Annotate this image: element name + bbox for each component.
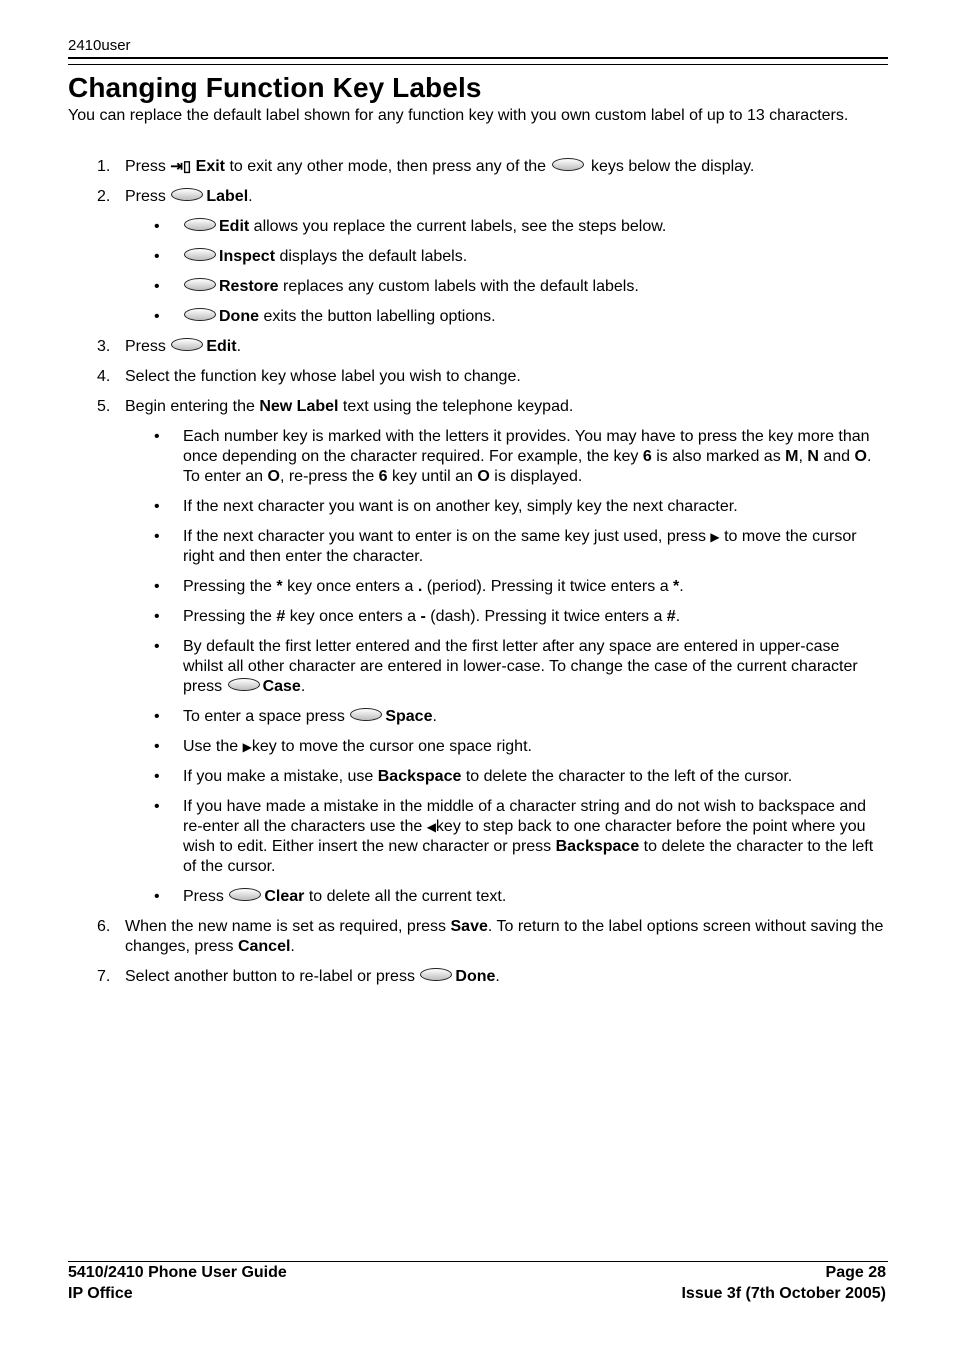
bullet-item: • Pressing the * key once enters a . (period). Pressing it twice enters a *. [154,578,684,595]
bullet-icon: • [154,428,160,445]
bullet-icon: • [154,608,160,625]
step-number: 1. [97,158,111,175]
right-arrow-key-icon: ▶ [242,740,252,754]
bullet-item: • If you have made a mistake in the middle of a character string and do not wish to backspace and re-enter all the characters use the ◀key to step back to one character before the point where you wish to edit. Either insert the new character or press Backspace to delete the character to the left of the cursor. [154,798,874,875]
bullet-item: • Inspect displays the default labels. [154,248,468,265]
bullet-item: • If you make a mistake, use Backspace to delete the character to the left of the cursor. [154,768,793,785]
bullet-icon: • [154,578,160,595]
bullet-icon: • [154,248,160,265]
bullet-item: • Press Clear to delete all the current text. [154,888,507,905]
instruction-list [68,157,888,997]
header-rule [68,57,888,59]
display-softkey-icon [184,308,216,321]
bullet-item: • If the next character you want to enter is on the same key just used, press ▶ to move the cursor right and then enter the character. [154,528,857,565]
display-softkey-icon [184,248,216,261]
page-title: Changing Function Key Labels [68,72,482,103]
step-number: 6. [97,918,111,935]
right-arrow-key-icon: ▶ [710,530,720,544]
bullet-item: • Done exits the button labelling options. [154,308,496,325]
display-softkey-icon [171,188,203,201]
step-number: 2. [97,188,111,205]
step-1: 1. Press ⇥▯ Exit to exit any other mode, then press any of the keys below the display. [97,158,755,175]
step-number: 5. [97,398,111,415]
bullet-icon: • [154,308,160,325]
display-softkey-icon [171,338,203,351]
bullet-icon: • [154,798,160,815]
bullet-icon: • [154,768,160,785]
bullet-icon: • [154,218,160,235]
bullet-icon: • [154,498,160,515]
exit-key-icon: ⇥▯ [170,158,192,175]
bullet-item: • If the next character you want is on another key, simply key the next character. [154,498,738,515]
footer-guide-title: 5410/2410 Phone User Guide [68,1264,287,1281]
step-2: 2. Press Label. [97,188,253,205]
bullet-item: • Use the ▶key to move the cursor one space right. [154,738,532,755]
bullet-icon: • [154,738,160,755]
display-softkey-icon [229,888,261,901]
bullet-icon: • [154,528,160,545]
bullet-item: • Restore replaces any custom labels with the default labels. [154,278,639,295]
display-softkey-icon [228,678,260,691]
step-6: 6. When the new name is set as required, press Save. To return to the label options screen without saving the changes, press Cancel. [97,918,884,955]
step-4: 4. Select the function key whose label you wish to change. [97,368,521,385]
step-7: 7. Select another button to re-label or press Done. [97,968,500,985]
display-softkey-icon [552,158,584,171]
bullet-item: • Each number key is marked with the letters it provides. You may have to press the key more than once depending on the character required. For example, the key 6 is also marked as M, N and O. To enter an O, re-press the 6 key until an O is displayed. [154,428,872,485]
running-head: 2410user [68,37,131,54]
display-softkey-icon [350,708,382,721]
bullet-item: • Edit allows you replace the current labels, see the steps below. [154,218,667,235]
left-arrow-key-icon: ◀ [426,820,436,834]
step-number: 4. [97,368,111,385]
footer-rule [68,1261,888,1262]
bullet-item: • To enter a space press Space. [154,708,437,725]
step-number: 7. [97,968,111,985]
step-5: 5. Begin entering the New Label text using the telephone keypad. [97,398,574,415]
intro-paragraph: You can replace the default label shown for any function key with you own custom label of up to 13 characters. [68,107,849,124]
footer-page-number: Page 28 [825,1264,886,1281]
display-softkey-icon [184,218,216,231]
footer-product: IP Office [68,1285,133,1302]
bullet-icon: • [154,708,160,725]
step-number: 3. [97,338,111,355]
display-softkey-icon [184,278,216,291]
bullet-icon: • [154,638,160,655]
footer-issue: Issue 3f (7th October 2005) [681,1285,886,1302]
bullet-item: • Pressing the # key once enters a - (dash). Pressing it twice enters a #. [154,608,681,625]
bullet-icon: • [154,278,160,295]
header-rule-thin [68,64,888,65]
bullet-icon: • [154,888,160,905]
bullet-item: • By default the first letter entered and the first letter after any space are entered in upper-case whilst all other character are entered in lower-case. To change the case of the current character press Case. [154,638,858,695]
display-softkey-icon [420,968,452,981]
step-3: 3. Press Edit. [97,338,242,355]
